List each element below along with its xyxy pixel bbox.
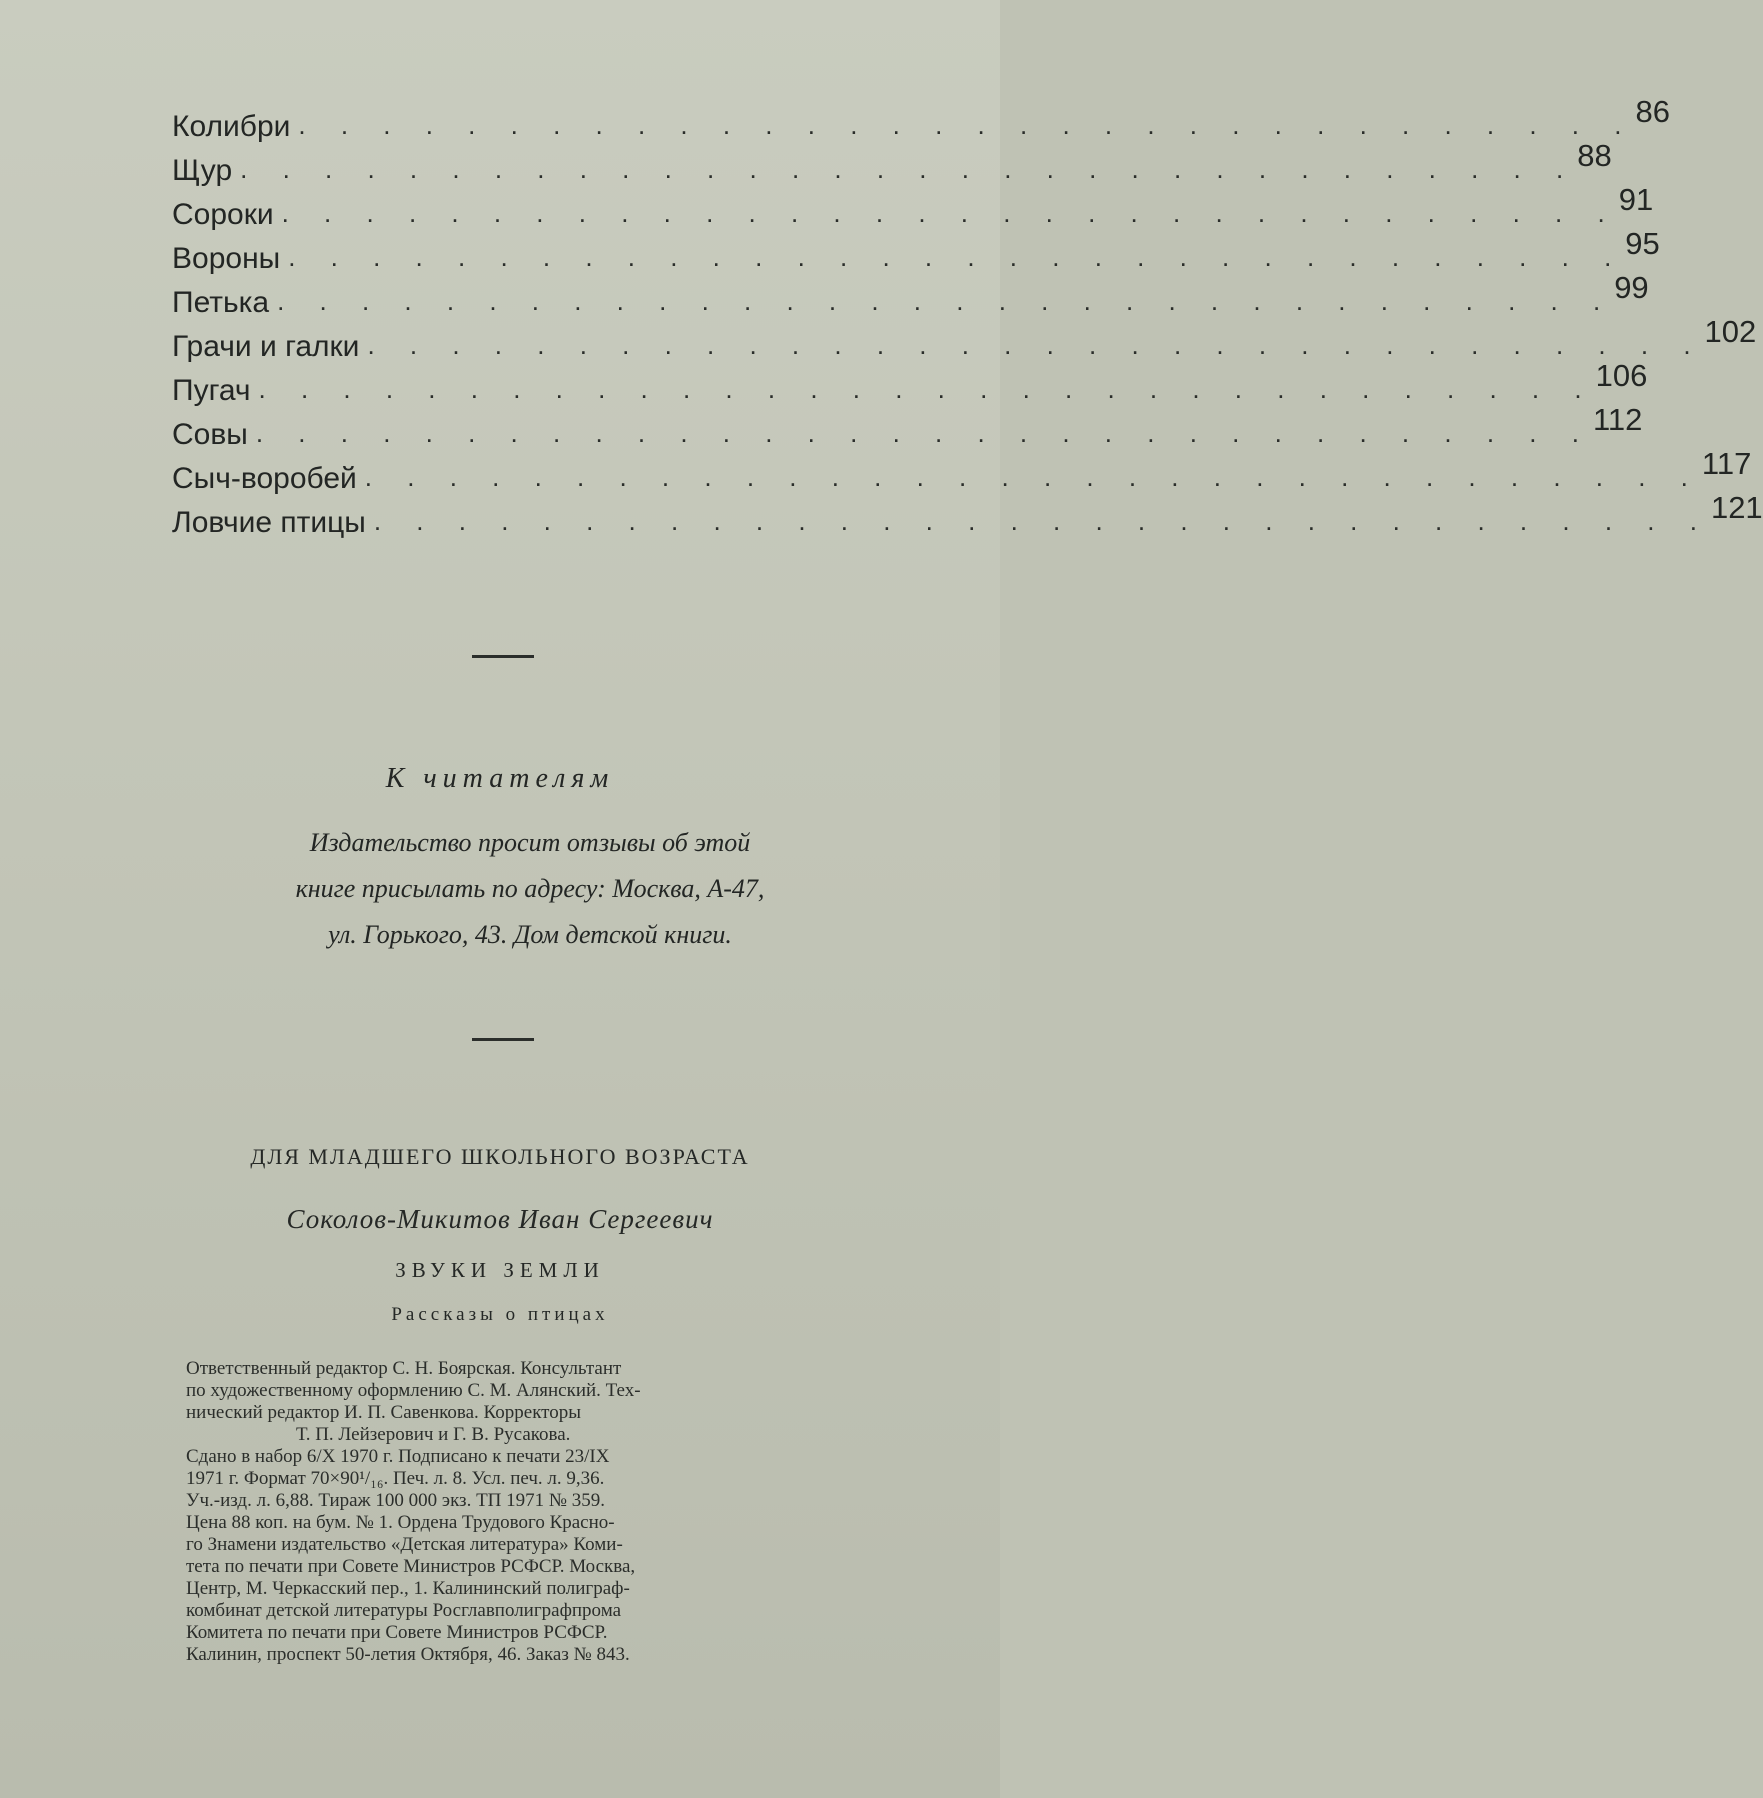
toc-leader-dots: . . . . . . . . . . . . . . . . . . . . . . . . . . . . . . . . (255, 418, 1593, 448)
reader-note-line: Издательство просит отзывы об этой (309, 828, 751, 857)
toc-entry (172, 182, 1654, 232)
toc-entry-page: 86 (1635, 94, 1670, 129)
reader-note-line: ул. Горького, 43. Дом детской книги. (328, 920, 732, 949)
imprint-line: Центр, М. Черкасский пер., 1. Калининский полиграф- (186, 1578, 630, 1599)
imprint-line: Уч.-изд. л. 6,88. Тираж 100 000 экз. ТП 1971 № 359. (186, 1490, 606, 1511)
toc-entry-page: 88 (1577, 138, 1612, 173)
toc-entry (172, 358, 1648, 408)
imprint-line: тета по печати при Совете Министров РСФСР. Москва, (186, 1556, 636, 1577)
section-divider (472, 655, 534, 658)
toc-entry (172, 94, 1670, 144)
toc-leader-dots: . . . . . . . . . . . . . . . . . . . . . . . . . . . . . . . . (258, 374, 1596, 404)
toc-entry (172, 226, 1660, 276)
toc-entry (172, 490, 1763, 540)
imprint-line: 1971 г. Формат 70×90¹/₁₆. Печ. л. 8. Усл. печ. л. 9,36. (186, 1468, 605, 1489)
toc-entry-page: 112 (1592, 402, 1643, 437)
toc-entry-title: Грачи и галки (172, 330, 360, 363)
imprint-line: Т. П. Лейзерович и Г. В. Русакова. (296, 1424, 571, 1445)
imprint-line: Цена 88 коп. на бум. № 1. Ордена Трудового Красно- (186, 1512, 615, 1533)
toc-entry (172, 314, 1757, 364)
section-divider (472, 1038, 534, 1041)
toc-entry-page: 91 (1618, 182, 1654, 217)
toc-entry-title: Ловчие птицы (172, 506, 366, 539)
toc-entry (172, 138, 1612, 188)
age-group-label: ДЛЯ МЛАДШЕГО ШКОЛЬНОГО ВОЗРАСТА (250, 1144, 750, 1169)
reader-note-heading: К читателям (385, 763, 615, 794)
imprint-line: нический редактор И. П. Савенкова. Корректоры (186, 1402, 582, 1423)
toc-entry-page: 121 (1710, 490, 1763, 525)
toc-leader-dots: . . . . . . . . . . . . . . . . . . . . . . . . . . . . . . . . (277, 286, 1615, 316)
toc-entry-title: Щур (172, 154, 233, 187)
toc-entry (172, 270, 1649, 320)
toc-entry-title: Пугач (172, 374, 251, 407)
book-subtitle: Рассказы о птицах (391, 1304, 609, 1325)
imprint-line: Сдано в набор 6/X 1970 г. Подписано к печати 23/IX (186, 1446, 610, 1467)
toc-leader-dots: . . . . . . . . . . . . . . . . . . . . . . . . . . . . . . . . (288, 242, 1626, 272)
toc-entry-page: 99 (1614, 270, 1649, 305)
author-name: Соколов-Микитов Иван Сергеевич (286, 1204, 714, 1234)
imprint-block (186, 1358, 872, 1666)
imprint-line: по художественному оформлению С. М. Алянский. Тех- (186, 1380, 641, 1401)
imprint-line: Комитета по печати при Совете Министров РСФСР. (186, 1622, 608, 1643)
table-of-contents (172, 94, 1763, 540)
imprint-line: Ответственный редактор С. Н. Боярская. Консультант (186, 1358, 622, 1379)
toc-leader-dots: . . . . . . . . . . . . . . . . . . . . . . . . . . . . . . . . (367, 330, 1705, 360)
toc-entry-title: Колибри (172, 110, 291, 143)
toc-entry-title: Совы (172, 418, 248, 451)
imprint-line: комбинат детской литературы Росглавполиграфпрома (186, 1600, 622, 1621)
toc-leader-dots: . . . . . . . . . . . . . . . . . . . . . . . . . . . . . . . . (240, 154, 1578, 184)
toc-entry-page: 95 (1625, 226, 1660, 261)
toc-leader-dots: . . . . . . . . . . . . . . . . . . . . . . . . . . . . . . . . (298, 110, 1636, 140)
toc-leader-dots: . . . . . . . . . . . . . . . . . . . . . . . . . . . . . . . . (281, 198, 1619, 228)
toc-entry-page: 117 (1701, 446, 1752, 481)
toc-entry (172, 446, 1752, 496)
imprint-line: го Знамени издательство «Детская литература» Коми- (186, 1534, 623, 1555)
imprint-line: Калинин, проспект 50-летия Октября, 46. Заказ № 843. (186, 1644, 630, 1665)
toc-entry (172, 402, 1643, 452)
toc-entry-title: Петька (172, 286, 270, 319)
toc-entry-title: Сыч-воробей (172, 462, 357, 495)
toc-entry-page: 106 (1595, 358, 1648, 393)
toc-entry-title: Вороны (172, 242, 281, 275)
toc-entry-page: 102 (1704, 314, 1757, 349)
reader-note-text (200, 820, 860, 958)
toc-leader-dots: . . . . . . . . . . . . . . . . . . . . . . . . . . . . . . . . (364, 462, 1702, 492)
toc-entry-title: Сороки (172, 198, 274, 231)
toc-leader-dots: . . . . . . . . . . . . . . . . . . . . . . . . . . . . . . . . (373, 506, 1711, 536)
reader-note-line: книге присылать по адресу: Москва, А-47, (295, 874, 765, 903)
book-title: ЗВУКИ ЗЕМЛИ (395, 1258, 605, 1282)
